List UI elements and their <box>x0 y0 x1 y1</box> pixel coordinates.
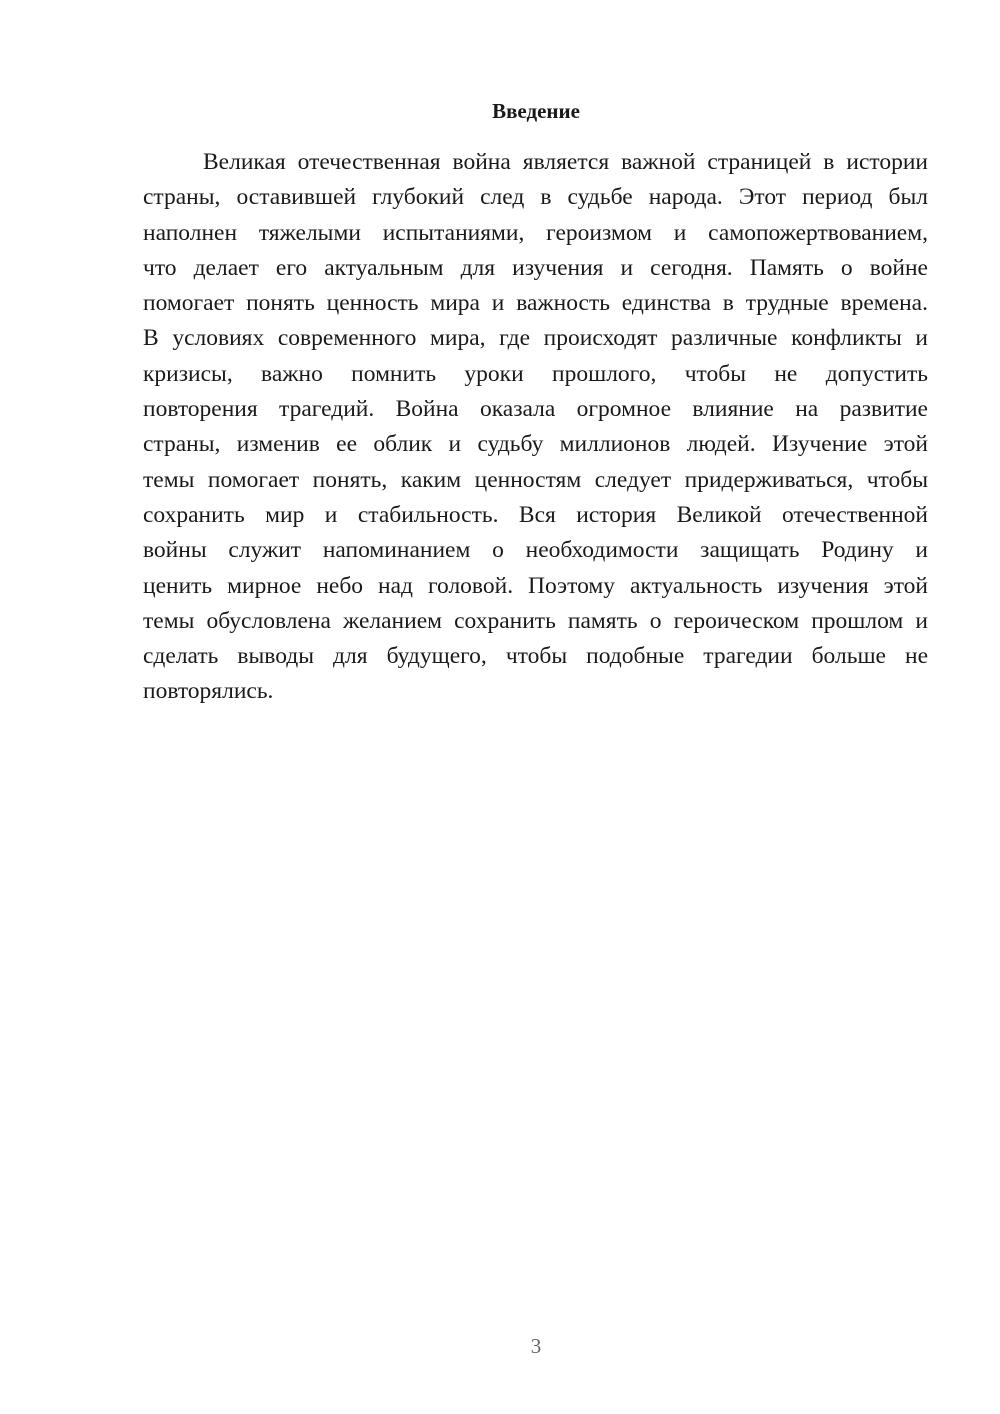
paragraph-line: сохранить мир и стабильность. Вся история Великой отечественной <box>143 501 928 528</box>
paragraph-line: Великая отечественная война является важной страницей в истории <box>203 149 928 175</box>
paragraph-line: повторения трагедий. Война оказала огромное влияние на развитие <box>143 396 928 423</box>
paragraph-line: В условиях современного мира, где происходят различные конфликты и <box>143 325 928 352</box>
paragraph-line: сделать выводы для будущего, чтобы подобные трагедии больше не <box>143 643 928 670</box>
paragraph-line: наполнен тяжелыми испытаниями, героизмом и самопожертвованием, <box>143 219 928 246</box>
paragraph-line: кризисы, важно помнить уроки прошлого, чтобы не допустить <box>143 360 928 387</box>
introduction-paragraph <box>143 145 928 710</box>
paragraph-line: войны служит напоминанием о необходимости защищать Родину и <box>143 537 928 564</box>
paragraph-line: страны, изменив ее облик и судьбу миллионов людей. Изучение этой <box>143 431 928 458</box>
section-heading: Введение <box>492 99 580 123</box>
paragraph-line: ценить мирное небо над головой. Поэтому актуальность изучения этой <box>143 572 928 599</box>
paragraph-line: что делает его актуальным для изучения и сегодня. Память о войне <box>143 254 928 281</box>
paragraph-line: темы помогает понять, каким ценностям следует придерживаться, чтобы <box>143 466 928 493</box>
paragraph-line: помогает понять ценность мира и важность единства в трудные времена. <box>143 290 928 317</box>
page-number: 3 <box>530 1334 542 1358</box>
paragraph-line: страны, оставившей глубокий след в судьбе народа. Этот период был <box>143 184 928 211</box>
paragraph-line: темы обусловлена желанием сохранить память о героическом прошлом и <box>143 607 928 634</box>
paragraph-line: повторялись. <box>143 678 274 705</box>
